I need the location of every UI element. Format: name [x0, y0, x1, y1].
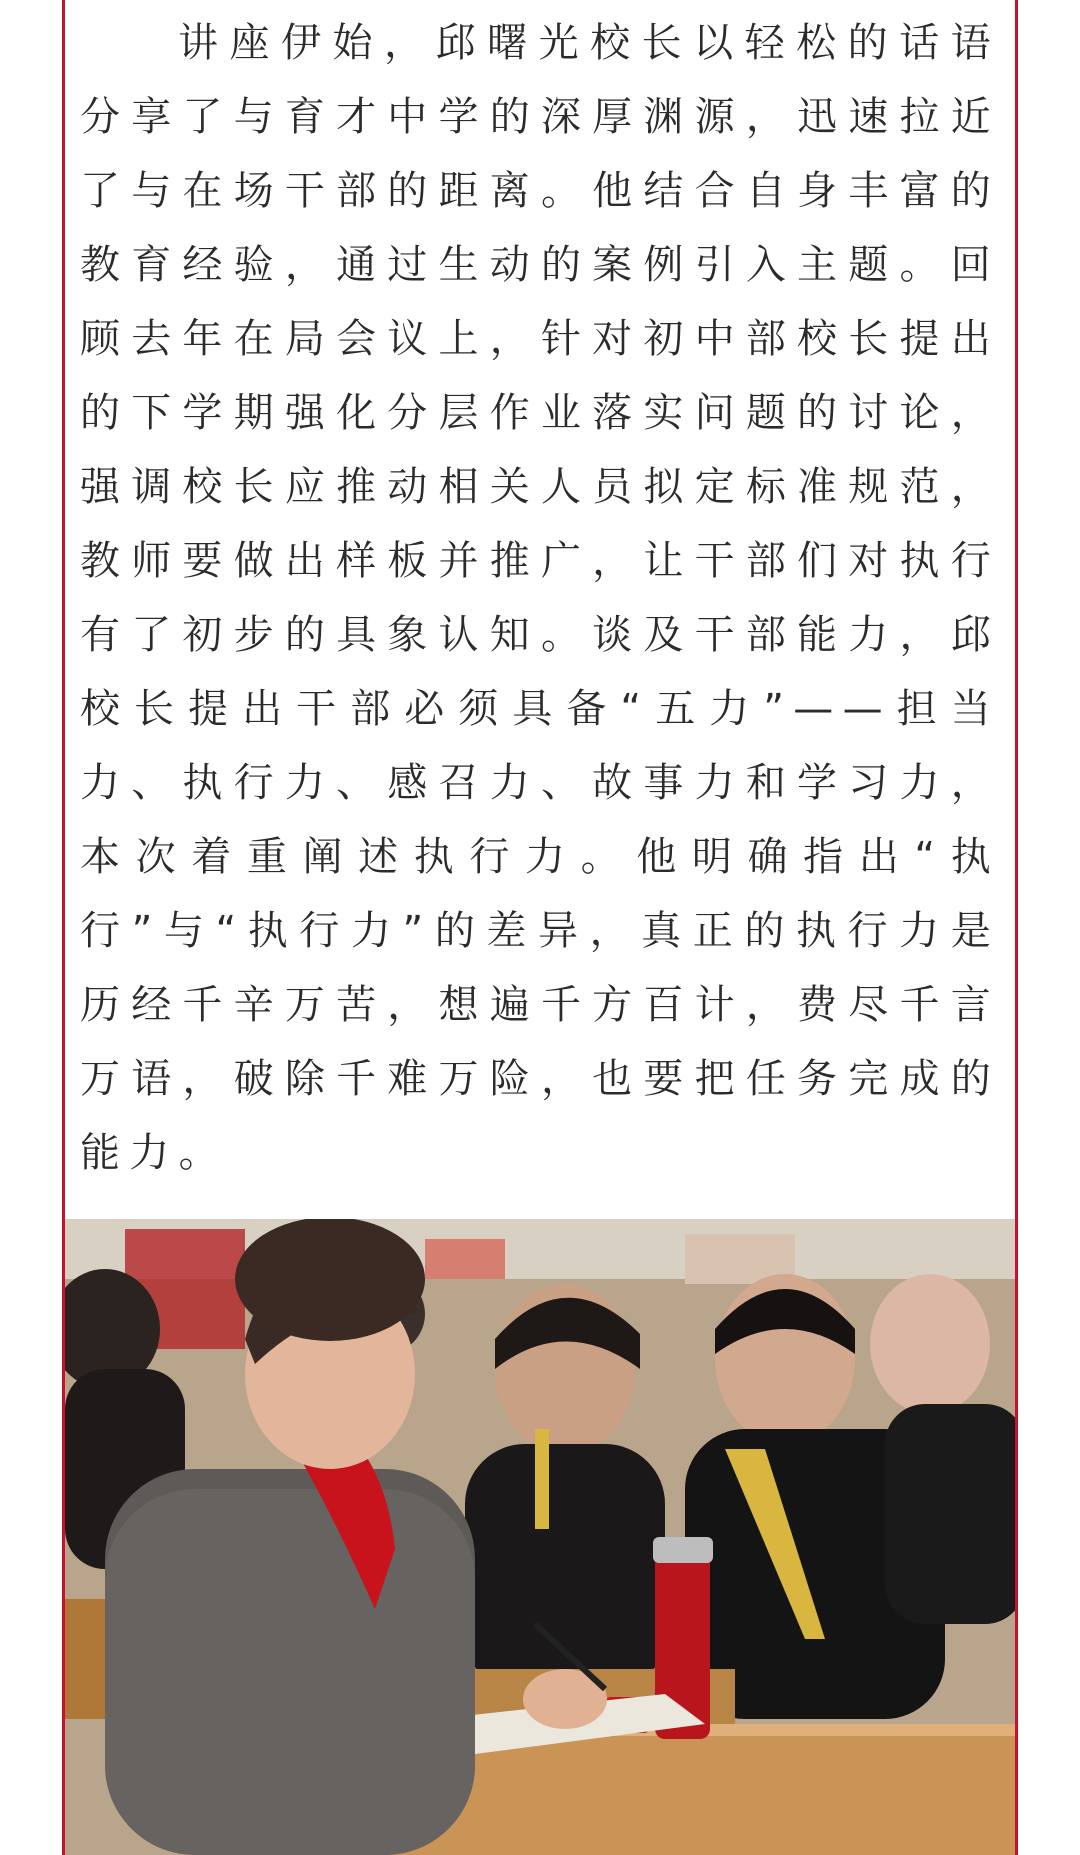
article-paragraph: 讲座伊始，邱曙光校长以轻松的话语分享了与育才中学的深厚渊源，迅速拉近了与在场干部的距离。他结合自身丰富的教育经验，通过生动的案例引入主题。回顾去年在局会议上，针对初中部校长提出的下学期强化分层作业落实问题的讨论，强调校长应推动相关人员拟定标准规范，教师要做出样板并推广，让干部们对执行有了初步的具象认知。谈及干部能力，邱校长提出干部必须具备“五力”——担当力、执行力、感召力、故事力和学习力，本次着重阐述执行力。他明确指出“执行”与“执行力”的差异，真正的执行力是历经千辛万苦，想遍千方百计，费尽千言万语，破除千难万险，也要把任务完成的能力。	[80, 20, 1000, 1176]
lecture-photo	[65, 1219, 1015, 1855]
